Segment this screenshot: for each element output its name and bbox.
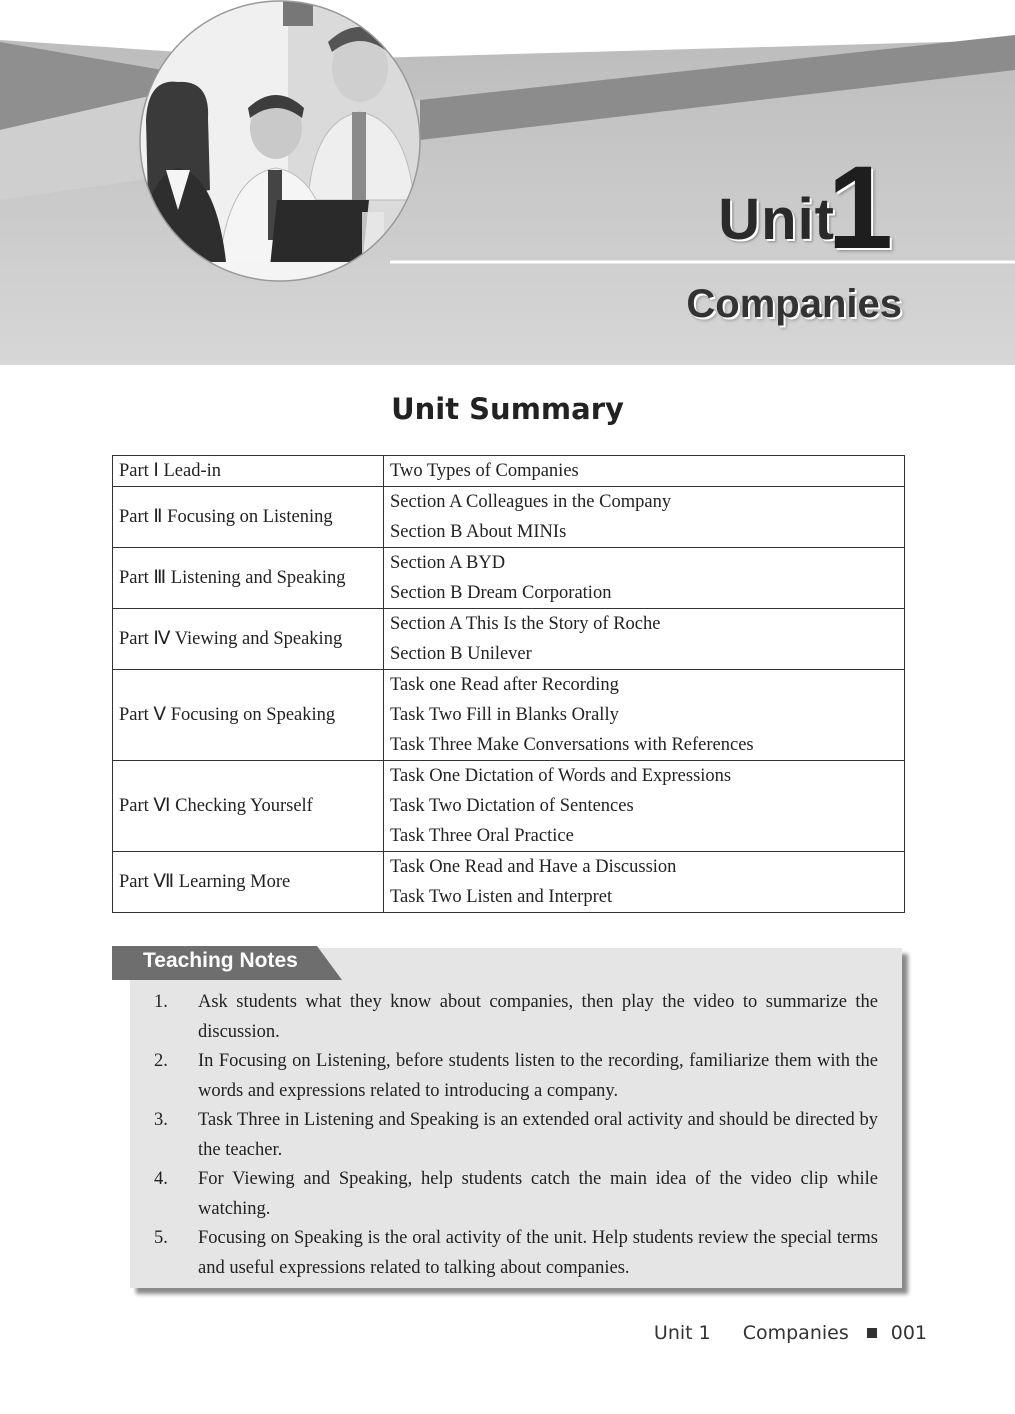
business-people-photo [138, 0, 422, 282]
section-item: Task Two Fill in Blanks Orally [390, 705, 619, 725]
section-item: Two Types of Companies [390, 461, 579, 481]
note-item [150, 1047, 878, 1106]
note-number: 2. [154, 1051, 168, 1071]
note-text: Focusing on Speaking is the oral activity of the unit. Help students review the special terms and useful expressions related to talking about companies. [198, 1228, 878, 1278]
teaching-notes-label: Teaching Notes [143, 949, 298, 972]
section-item: Task Two Dictation of Sentences [390, 796, 634, 816]
footer-title: Companies [742, 1322, 849, 1344]
sections-cell [384, 852, 905, 913]
section-item: Task One Read and Have a Discussion [390, 857, 677, 877]
square-bullet-icon [867, 1328, 877, 1338]
note-text: For Viewing and Speaking, help students catch the main idea of the video clip while watching. [198, 1169, 878, 1219]
section-item: Task One Dictation of Words and Expressions [390, 766, 732, 786]
unit-number: 1 [827, 142, 893, 274]
part-cell: Part Ⅲ Listening and Speaking [113, 548, 384, 609]
summary-row [113, 852, 905, 913]
section-item: Task Three Oral Practice [390, 826, 574, 846]
sections-cell [384, 456, 905, 487]
unit-title: Companies [686, 282, 902, 326]
sections-cell [384, 548, 905, 609]
section-item: Section B About MINIs [390, 522, 567, 542]
note-number: 5. [154, 1228, 168, 1248]
page-footer [654, 1322, 927, 1344]
summary-row [113, 609, 905, 670]
note-item [150, 1224, 878, 1283]
teaching-notes-list [150, 988, 878, 1283]
note-text: Ask students what they know about companies, then play the video to summarize the discussion. [198, 992, 878, 1042]
unit-summary-table [112, 455, 905, 913]
section-item: Section A Colleagues in the Company [390, 492, 672, 512]
unit-banner [0, 0, 1015, 365]
note-item [150, 988, 878, 1047]
section-item: Task one Read after Recording [390, 675, 619, 695]
note-item [150, 1165, 878, 1224]
sections-cell [384, 487, 905, 548]
summary-row [113, 456, 905, 487]
part-cell: Part Ⅰ Lead-in [113, 456, 384, 487]
page-number: 001 [890, 1322, 927, 1344]
note-number: 3. [154, 1110, 168, 1130]
section-item: Section B Unilever [390, 644, 532, 664]
section-item: Task Three Make Conversations with References [390, 735, 754, 755]
section-item: Section B Dream Corporation [390, 583, 612, 603]
section-item: Section A BYD [390, 553, 506, 573]
sections-cell [384, 609, 905, 670]
part-cell: Part Ⅵ Checking Yourself [113, 761, 384, 852]
note-number: 4. [154, 1169, 168, 1189]
note-item [150, 1106, 878, 1165]
sections-cell [384, 761, 905, 852]
footer-unit: Unit 1 [653, 1322, 711, 1344]
summary-title: Unit Summary [391, 392, 624, 426]
section-item: Task Two Listen and Interpret [390, 887, 613, 907]
note-text: Task Three in Listening and Speaking is an extended oral activity and should be directed by the teacher. [198, 1110, 878, 1160]
note-text: In Focusing on Listening, before students listen to the recording, familiarize them with the words and expressions related to introducing a company. [198, 1051, 878, 1101]
summary-row [113, 670, 905, 761]
note-number: 1. [154, 992, 168, 1012]
summary-row [113, 761, 905, 852]
sections-cell [384, 670, 905, 761]
part-cell: Part Ⅶ Learning More [113, 852, 384, 913]
section-item: Section A This Is the Story of Roche [390, 614, 661, 634]
unit-word: Unit [718, 187, 835, 252]
summary-row [113, 548, 905, 609]
part-cell: Part Ⅴ Focusing on Speaking [113, 670, 384, 761]
part-cell: Part Ⅳ Viewing and Speaking [113, 609, 384, 670]
part-cell: Part Ⅱ Focusing on Listening [113, 487, 384, 548]
summary-row [113, 487, 905, 548]
